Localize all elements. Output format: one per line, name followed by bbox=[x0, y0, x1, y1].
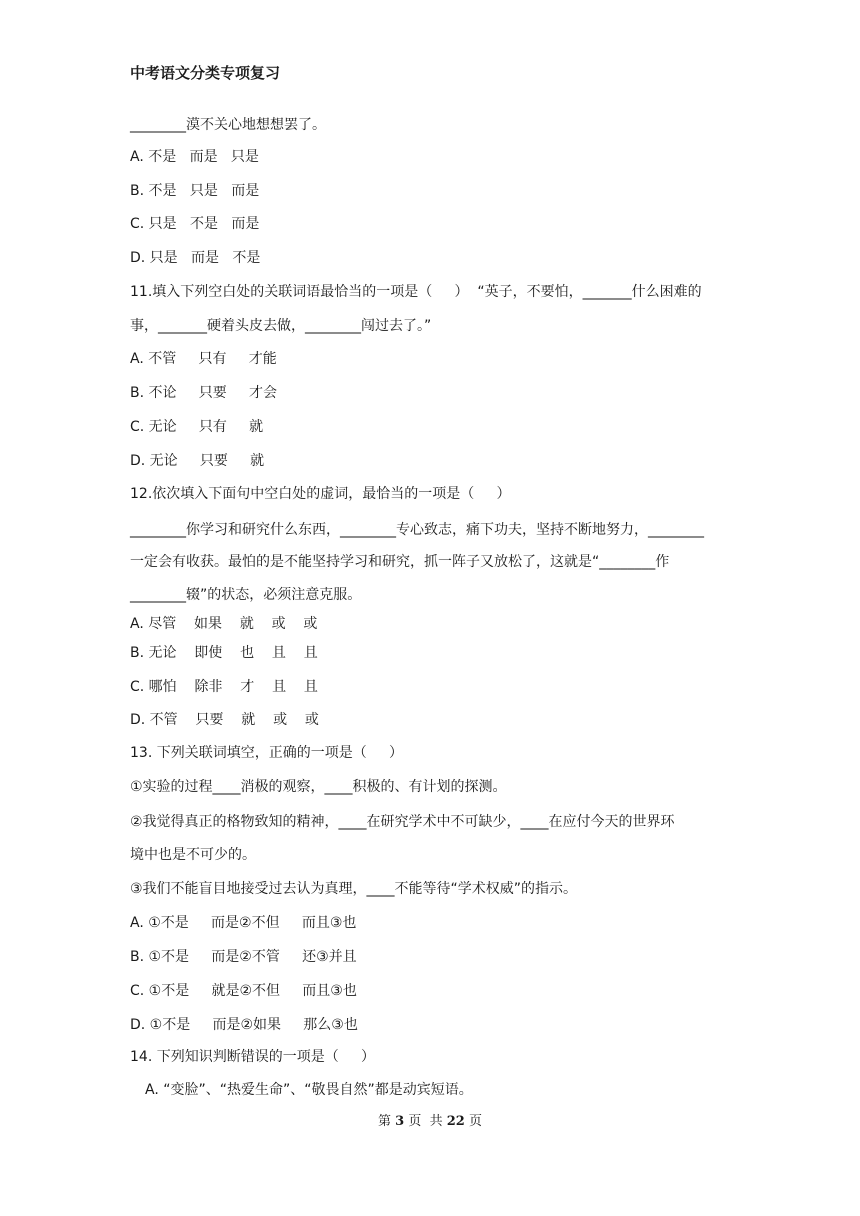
question-line: 14. 下列知识判断错误的一项是（ ） bbox=[130, 1049, 375, 1065]
option-line: D. 不管 只要 就 或 或 bbox=[130, 712, 319, 728]
text-line: ________你学习和研究什么东西，________专心致志，痛下功夫，坚持不断地努力，________ bbox=[130, 522, 704, 538]
footer-suffix: 页 bbox=[464, 1114, 482, 1129]
option-line: A. ①不是 而是②不但 而且③也 bbox=[130, 915, 357, 931]
option-line: D. ①不是 而是②如果 那么③也 bbox=[130, 1017, 358, 1033]
text-line: 事，_______硬着头皮去做，________闯过去了。” bbox=[130, 318, 432, 334]
footer-prefix: 第 bbox=[378, 1114, 396, 1129]
footer-middle: 页 共 bbox=[404, 1114, 447, 1129]
text-line: 一定会有收获。最怕的是不能坚持学习和研究，抓一阵子又放松了，这就是“________作 bbox=[130, 554, 670, 570]
text-line: 境中也是不可少的。 bbox=[130, 847, 256, 863]
option-line: A. 尽管 如果 就 或 或 bbox=[130, 616, 318, 632]
option-line: D. 无论 只要 就 bbox=[130, 453, 265, 469]
option-line: C. 无论 只有 就 bbox=[130, 419, 264, 435]
text-line: ________辍”的状态，必须注意克服。 bbox=[130, 587, 362, 603]
text-line: ②我觉得真正的格物致知的精神，____在研究学术中不可缺少，____在应付今天的世界环 bbox=[130, 814, 675, 830]
option-line: D. 只是 而是 不是 bbox=[130, 250, 261, 266]
option-line: B. 不论 只要 才会 bbox=[130, 385, 278, 401]
current-page-number: 3 bbox=[395, 1114, 405, 1129]
page-header: 中考语文分类专项复习 bbox=[130, 64, 281, 82]
page-footer bbox=[0, 1110, 860, 1129]
text-line: ________漠不关心地想想罢了。 bbox=[130, 117, 326, 133]
option-line: C. 哪怕 除非 才 且 且 bbox=[130, 679, 318, 695]
option-line: B. 无论 即使 也 且 且 bbox=[130, 645, 318, 661]
option-line: B. ①不是 而是②不管 还③并且 bbox=[130, 949, 357, 965]
option-line: B. 不是 只是 而是 bbox=[130, 183, 260, 199]
question-line: 12.依次填入下面句中空白处的虚词，最恰当的一项是（ ） bbox=[130, 486, 511, 502]
question-line: 11.填入下列空白处的关联词语最恰当的一项是（ ） “英子，不要怕，_______什么困难的 bbox=[130, 284, 702, 300]
option-line: A. “变脸”、“热爱生命”、“敬畏自然”都是动宾短语。 bbox=[145, 1082, 473, 1098]
option-line: C. 只是 不是 而是 bbox=[130, 216, 260, 232]
question-line: 13. 下列关联词填空，正确的一项是（ ） bbox=[130, 745, 403, 761]
text-line: ①实验的过程____消极的观察，____积极的、有计划的探测。 bbox=[130, 779, 507, 795]
text-line: ③我们不能盲目地接受过去认为真理，____不能等待“学术权威”的指示。 bbox=[130, 881, 578, 897]
option-line: C. ①不是 就是②不但 而且③也 bbox=[130, 983, 357, 999]
option-line: A. 不管 只有 才能 bbox=[130, 351, 277, 367]
total-page-number: 22 bbox=[446, 1114, 465, 1129]
option-line: A. 不是 而是 只是 bbox=[130, 149, 259, 165]
